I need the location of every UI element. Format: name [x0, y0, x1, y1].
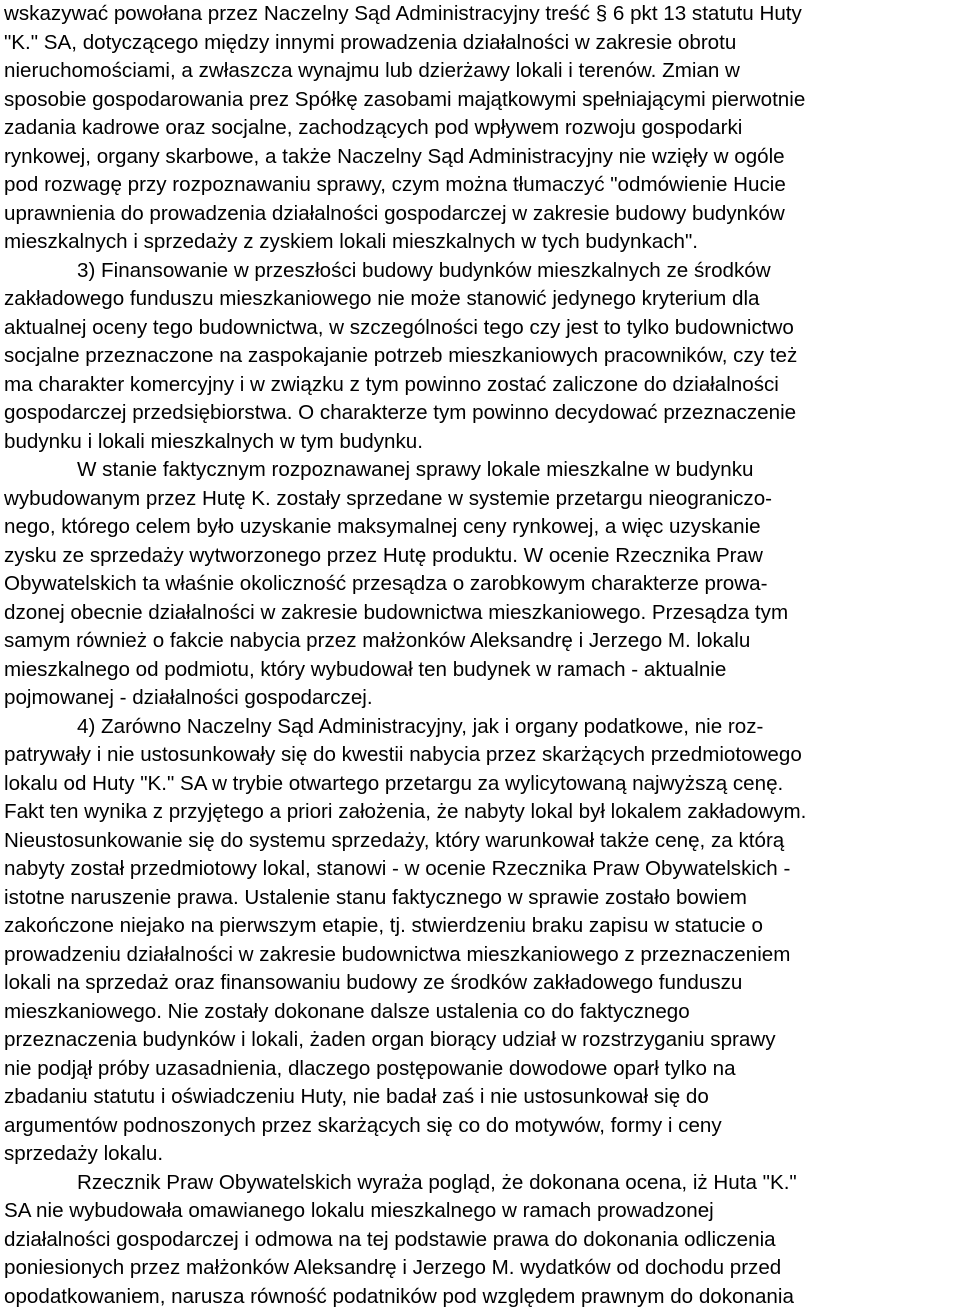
- text-line: Fakt ten wynika z przyjętego a priori założenia, że nabyty lokal był lokalem zakładowym.: [4, 798, 956, 827]
- paragraph-ombudsman-opinion: [4, 1169, 956, 1311]
- text-line: Nieustosunkowanie się do systemu sprzedaży, który warunkował także cenę, za którą: [4, 827, 956, 856]
- paragraph-factual-state: [4, 456, 956, 713]
- paragraph-continuation: [4, 0, 956, 257]
- text-line: sposobie gospodarowania prez Spółkę zasobami majątkowymi spełniającymi pierwotnie: [4, 86, 956, 115]
- text-line: aktualnej oceny tego budownictwa, w szczególności tego czy jest to tylko budownictwo: [4, 314, 956, 343]
- text-line: zysku ze sprzedaży wytworzonego przez Hutę produktu. W ocenie Rzecznika Praw: [4, 542, 956, 571]
- text-line: SA nie wybudowała omawianego lokalu mieszkalnego w ramach prowadzonej: [4, 1197, 956, 1226]
- text-line: mieszkalnych i sprzedaży z zyskiem lokali mieszkalnych w tych budynkach".: [4, 228, 956, 257]
- text-line: socjalne przeznaczone na zaspokajanie potrzeb mieszkaniowych pracowników, czy też: [4, 342, 956, 371]
- text-line: W stanie faktycznym rozpoznawanej sprawy lokale mieszkalne w budynku: [4, 456, 956, 485]
- text-line: zakończone niejako na pierwszym etapie, tj. stwierdzeniu braku zapisu w statucie o: [4, 912, 956, 941]
- text-line: budynku i lokali mieszkalnych w tym budynku.: [4, 428, 956, 457]
- text-line: prowadzeniu działalności w zakresie budownictwa mieszkaniowego z przeznaczeniem: [4, 941, 956, 970]
- text-line: "K." SA, dotyczącego między innymi prowadzenia działalności w zakresie obrotu: [4, 29, 956, 58]
- text-line: mieszkaniowego. Nie zostały dokonane dalsze ustalenia co do faktycznego: [4, 998, 956, 1027]
- text-line: zbadaniu statutu i oświadczeniu Huty, nie badał zaś i nie ustosunkował się do: [4, 1083, 956, 1112]
- text-line: pod rozwagę przy rozpoznawaniu sprawy, czym można tłumaczyć "odmówienie Hucie: [4, 171, 956, 200]
- text-line: gospodarczej przedsiębiorstwa. O charakterze tym powinno decydować przeznaczenie: [4, 399, 956, 428]
- text-line: nabyty został przedmiotowy lokal, stanowi - w ocenie Rzecznika Praw Obywatelskich -: [4, 855, 956, 884]
- text-line: rynkowej, organy skarbowe, a także Naczelny Sąd Administracyjny nie wzięły w ogóle: [4, 143, 956, 172]
- text-line: działalności gospodarczej i odmowa na tej podstawie prawa do dokonania odliczenia: [4, 1226, 956, 1255]
- text-line: Rzecznik Praw Obywatelskich wyraża pogląd, że dokonana ocena, iż Huta "K.": [4, 1169, 956, 1198]
- paragraph-point-3: [4, 257, 956, 457]
- text-line: lokalu od Huty "K." SA w trybie otwartego przetargu za wylicytowaną najwyższą cenę.: [4, 770, 956, 799]
- text-line: wybudowanym przez Hutę K. zostały sprzedane w systemie przetargu nieograniczo-: [4, 485, 956, 514]
- paragraph-point-4: [4, 713, 956, 1169]
- text-line: sprzedaży lokalu.: [4, 1140, 956, 1169]
- text-line: opodatkowaniem, narusza równość podatników pod względem prawnym do dokonania: [4, 1283, 956, 1311]
- text-line: argumentów podnoszonych przez skarżących się co do motywów, formy i ceny: [4, 1112, 956, 1141]
- text-line: zakładowego funduszu mieszkaniowego nie może stanowić jedynego kryterium dla: [4, 285, 956, 314]
- text-line: nego, którego celem było uzyskanie maksymalnej ceny rynkowej, a więc uzyskanie: [4, 513, 956, 542]
- document-page: [4, 0, 956, 1298]
- text-line: 3) Finansowanie w przeszłości budowy budynków mieszkalnych ze środków: [4, 257, 956, 286]
- text-line: poniesionych przez małżonków Aleksandrę i Jerzego M. wydatków od dochodu przed: [4, 1254, 956, 1283]
- text-line: uprawnienia do prowadzenia działalności gospodarczej w zakresie budowy budynków: [4, 200, 956, 229]
- text-line: nieruchomościami, a zwłaszcza wynajmu lub dzierżawy lokali i terenów. Zmian w: [4, 57, 956, 86]
- text-line: lokali na sprzedaż oraz finansowaniu budowy ze środków zakładowego funduszu: [4, 969, 956, 998]
- text-line: przeznaczenia budynków i lokali, żaden organ biorący udział w rozstrzyganiu sprawy: [4, 1026, 956, 1055]
- text-line: mieszkalnego od podmiotu, który wybudował ten budynek w ramach - aktualnie: [4, 656, 956, 685]
- text-line: dzonej obecnie działalności w zakresie budownictwa mieszkaniowego. Przesądza tym: [4, 599, 956, 628]
- text-line: patrywały i nie ustosunkowały się do kwestii nabycia przez skarżących przedmiotowego: [4, 741, 956, 770]
- text-line: 4) Zarówno Naczelny Sąd Administracyjny, jak i organy podatkowe, nie roz-: [4, 713, 956, 742]
- text-line: wskazywać powołana przez Naczelny Sąd Administracyjny treść § 6 pkt 13 statutu Huty: [4, 0, 956, 29]
- text-line: zadania kadrowe oraz socjalne, zachodzących pod wpływem rozwoju gospodarki: [4, 114, 956, 143]
- text-line: Obywatelskich ta właśnie okoliczność przesądza o zarobkowym charakterze prowa-: [4, 570, 956, 599]
- text-line: istotne naruszenie prawa. Ustalenie stanu faktycznego w sprawie zostało bowiem: [4, 884, 956, 913]
- text-line: samym również o fakcie nabycia przez małżonków Aleksandrę i Jerzego M. lokalu: [4, 627, 956, 656]
- text-line: pojmowanej - działalności gospodarczej.: [4, 684, 956, 713]
- text-line: ma charakter komercyjny i w związku z tym powinno zostać zaliczone do działalności: [4, 371, 956, 400]
- text-line: nie podjął próby uzasadnienia, dlaczego postępowanie dowodowe oparł tylko na: [4, 1055, 956, 1084]
